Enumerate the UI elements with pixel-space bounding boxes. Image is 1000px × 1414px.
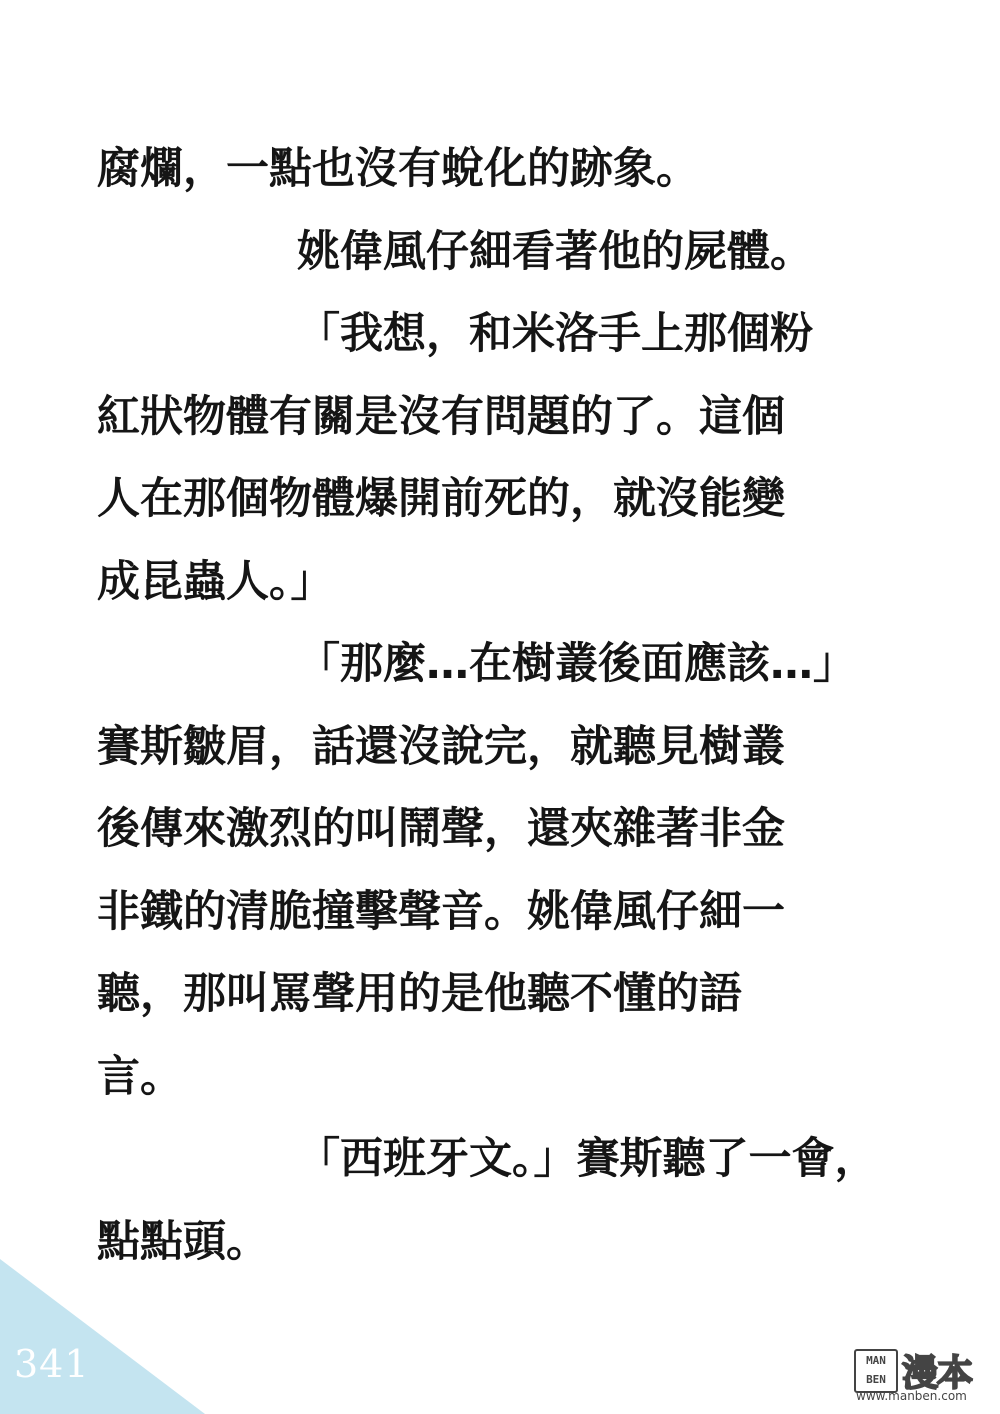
watermark-logo-top: MAN (866, 1353, 886, 1367)
text-line: 姚偉風仔細看著他的屍體。 (297, 226, 813, 277)
text-line: 非鐵的清脆撞擊聲音。姚偉風仔細一 (97, 886, 785, 937)
text-line: 賽斯皺眉，話還沒說完，就聽見樹叢 (97, 721, 785, 772)
corner-decoration (0, 1259, 205, 1414)
text-line: 紅狀物體有關是沒有問題的了。這個 (97, 391, 785, 442)
text-line: 成昆蟲人。」 (97, 556, 334, 607)
body-text (97, 128, 957, 1283)
text-line: 「西班牙文。」賽斯聽了一會， (297, 1134, 878, 1184)
text-line: 腐爛，一點也沒有蛻化的跡象。 (97, 144, 699, 194)
text-line: 言。 (97, 1051, 183, 1102)
text-line: 點點頭。 (97, 1216, 269, 1267)
text-line: 人在那個物體爆開前死的，就沒能變 (97, 474, 785, 524)
watermark-logo-box (854, 1349, 898, 1393)
text-line: 「那麼…在樹叢後面應該…」 (297, 639, 856, 689)
watermark-logo-bottom: BEN (866, 1372, 886, 1386)
watermark (854, 1345, 990, 1407)
watermark-logo-cn: 漫本 (902, 1353, 973, 1394)
text-line: 聽，那叫罵聲用的是他聽不懂的語 (97, 969, 742, 1019)
text-line: 後傳來激烈的叫鬧聲，還夾雜著非金 (97, 804, 785, 854)
text-line: 「我想，和米洛手上那個粉 (297, 309, 813, 359)
page-number: 341 (14, 1342, 90, 1386)
watermark-url: www.manben.com (856, 1389, 967, 1403)
